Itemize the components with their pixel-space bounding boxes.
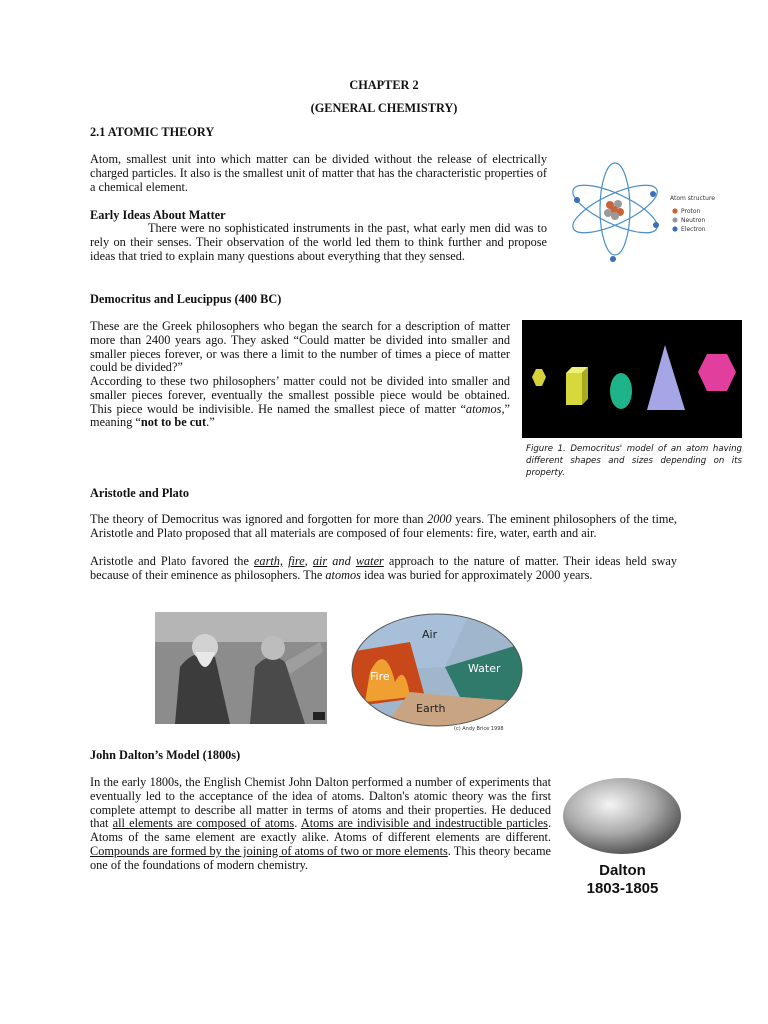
element-label-air: Air xyxy=(422,628,438,641)
democritus-paragraph-2: According to these two philosophers’ matter could not be divided into smaller and smaller pieces forever, eventually the smallest possible piece would be obtained. This piece would be indivisible. He named the smallest piece of matter “atomos,” meaning “not to be cut.” xyxy=(90,374,510,430)
aristotle-paragraph-2: Aristotle and Plato favored the earth, fire, air and water approach to the nature of matter. Their ideas held sway because of their eminence as philosophers. The atomos idea was buried for approximately 2000 years. xyxy=(90,554,678,582)
four-elements-figure xyxy=(350,612,528,736)
dalton-sphere-figure xyxy=(560,776,685,901)
atom-structure-figure xyxy=(560,153,720,265)
elements-credit: (c) Andy Brice 1998 xyxy=(454,726,504,732)
dalton-figure-name: Dalton xyxy=(599,862,646,879)
element-label-fire: Fire xyxy=(370,670,390,683)
atom-legend-neutron: Neutron xyxy=(681,217,706,224)
democritus-heading: Democritus and Leucippus (400 BC) xyxy=(90,292,282,306)
democritus-paragraph-1: These are the Greek philosophers who began the search for a description of matter more than 2400 years ago. They asked “Could matter be divided into smaller and smaller pieces forever, or was there a limit to the number of times a piece of matter could be divided?” xyxy=(90,319,510,375)
democritus-figure-caption: Figure 1. Democritus' model of an atom having different shapes and sizes depending on its property. xyxy=(526,444,742,478)
atom-legend-proton: Proton xyxy=(681,208,701,215)
democritus-shapes-figure xyxy=(522,320,742,438)
dalton-heading: John Dalton’s Model (1800s) xyxy=(90,748,241,762)
section-title: 2.1 ATOMIC THEORY xyxy=(90,125,215,139)
nucleus-icon xyxy=(604,200,624,220)
atom-legend-electron: Electron xyxy=(681,226,706,233)
chapter-subject: (GENERAL CHEMISTRY) xyxy=(310,101,458,115)
dalton-paragraph: In the early 1800s, the English Chemist John Dalton performed a number of experiments that eventually led to the acceptance of the idea of atoms. Dalton's atomic theory was the first complete attempt to describe all matter in terms of atoms and their properties. He deduced that all elements are composed of atoms. Atoms are indivisible and indestructible particles. Atoms of the same element are exactly alike. Atoms of different elements are different. Compounds are formed by the joining of atoms of two or more elements. This theory became one of the foundations of modern chemistry. xyxy=(90,775,552,872)
element-label-water: Water xyxy=(468,662,501,675)
aristotle-paragraph-1: The theory of Democritus was ignored and forgotten for more than 2000 years. The eminent philosophers of the time, Aristotle and Plato proposed that all materials are composed of four elements: fire, water, earth and air. xyxy=(90,512,677,540)
intro-paragraph: Atom, smallest unit into which matter can be divided without the release of electrically charged particles. It also is the smallest unit of matter that has the characteristic properties of a chemical element. xyxy=(90,152,547,194)
early-ideas-paragraph: There were no sophisticated instruments in the past, what early men did was to rely on their senses. Their observation of the world led them to think further and propose ideas that tried to explain many questions about everything that they sensed. xyxy=(90,221,547,263)
aristotle-heading: Aristotle and Plato xyxy=(90,486,190,500)
dalton-figure-years: 1803-1805 xyxy=(586,880,659,897)
element-label-earth: Earth xyxy=(416,702,446,715)
chapter-title: CHAPTER 2 xyxy=(349,78,419,92)
atom-legend-title: Atom structure xyxy=(670,195,716,202)
plato-aristotle-painting xyxy=(155,612,327,724)
early-ideas-heading: Early Ideas About Matter xyxy=(90,208,226,222)
